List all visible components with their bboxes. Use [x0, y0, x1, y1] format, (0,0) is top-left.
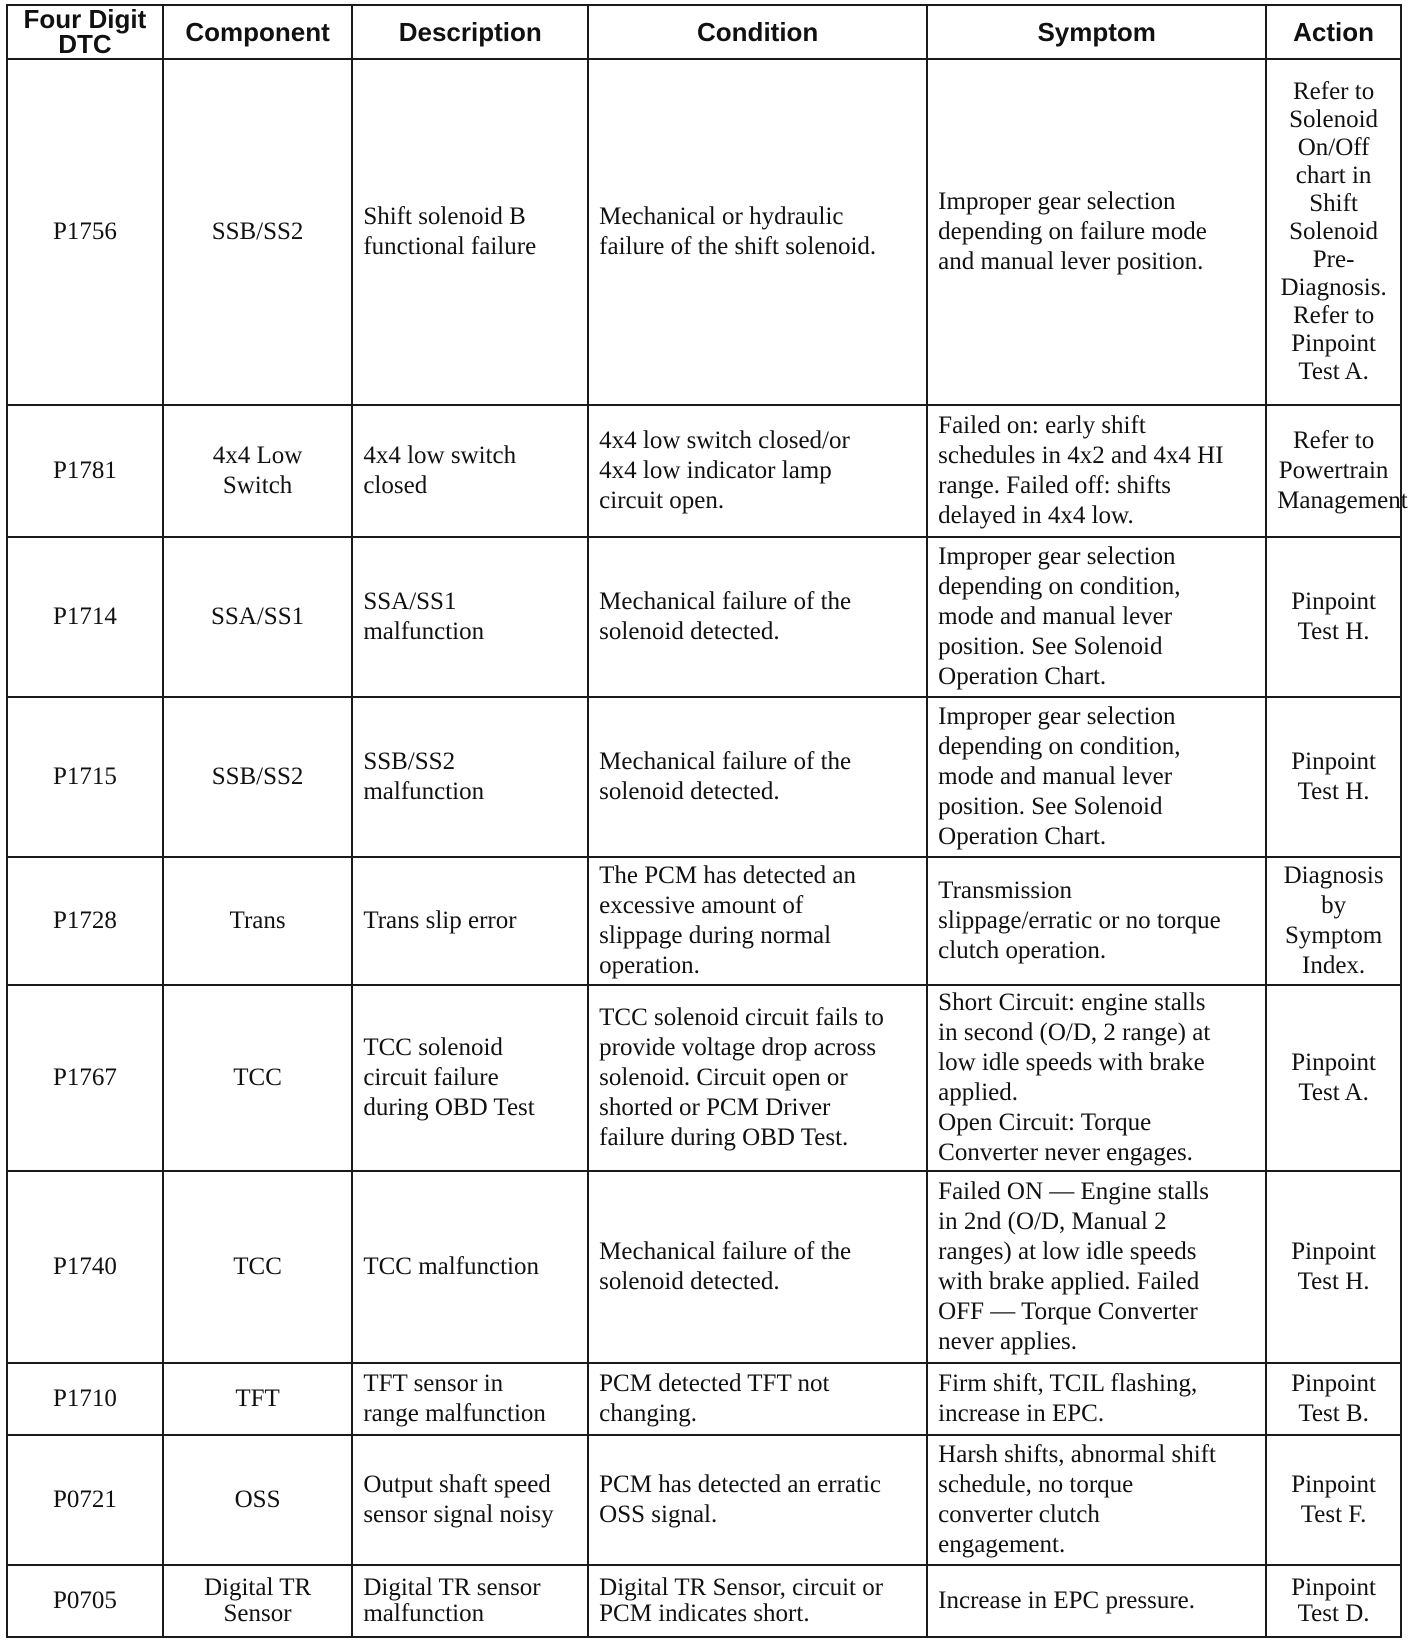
cell-action: Pinpoint Test H.	[1266, 537, 1401, 697]
cell-dtc: P1740	[7, 1171, 163, 1363]
cell-component: SSA/SS1	[163, 537, 353, 697]
table-row	[7, 1565, 1401, 1637]
cell-condition: Mechanical failure of the solenoid detected.	[588, 1171, 927, 1363]
header-condition: Condition	[588, 5, 927, 59]
cell-symptom: Harsh shifts, abnormal shift schedule, no torque converter clutch engagement.	[927, 1435, 1266, 1565]
cell-action: Pinpoint Test D.	[1266, 1565, 1401, 1637]
cell-description: Shift solenoid B functional failure	[352, 59, 588, 405]
cell-condition: PCM detected TFT not changing.	[588, 1363, 927, 1435]
cell-description: SSA/SS1 malfunction	[352, 537, 588, 697]
cell-symptom: Improper gear selection depending on condition, mode and manual lever position. See Solenoid Operation Chart.	[927, 537, 1266, 697]
cell-dtc: P1714	[7, 537, 163, 697]
cell-condition: Mechanical failure of the solenoid detected.	[588, 697, 927, 857]
cell-description: Digital TR sensor malfunction	[352, 1565, 588, 1637]
cell-condition: 4x4 low switch closed/or 4x4 low indicator lamp circuit open.	[588, 405, 927, 537]
header-row	[7, 5, 1401, 59]
cell-action: Diagnosis by Symptom Index.	[1266, 857, 1401, 985]
cell-description: TFT sensor in range malfunction	[352, 1363, 588, 1435]
cell-dtc: P1767	[7, 985, 163, 1171]
cell-dtc: P1781	[7, 405, 163, 537]
cell-symptom: Improper gear selection depending on failure mode and manual lever position.	[927, 59, 1266, 405]
table-row	[7, 1435, 1401, 1565]
table-row	[7, 857, 1401, 985]
cell-condition: Mechanical failure of the solenoid detected.	[588, 537, 927, 697]
cell-action: Refer to Powertrain Management	[1266, 405, 1401, 537]
header-dtc: Four Digit DTC	[7, 5, 163, 59]
cell-component: TFT	[163, 1363, 353, 1435]
header-description: Description	[352, 5, 588, 59]
cell-dtc: P1756	[7, 59, 163, 405]
table-row	[7, 537, 1401, 697]
cell-condition: The PCM has detected an excessive amount of slippage during normal operation.	[588, 857, 927, 985]
cell-component: TCC	[163, 985, 353, 1171]
cell-component: OSS	[163, 1435, 353, 1565]
table-row	[7, 1363, 1401, 1435]
cell-symptom: Short Circuit: engine stalls in second (O/D, 2 range) at low idle speeds with brake applied. Open Circuit: Torque Converter never engages.	[927, 985, 1266, 1171]
cell-description: 4x4 low switch closed	[352, 405, 588, 537]
cell-description: Trans slip error	[352, 857, 588, 985]
cell-symptom: Transmission slippage/erratic or no torque clutch operation.	[927, 857, 1266, 985]
dtc-table	[6, 4, 1408, 1638]
cell-action: Pinpoint Test H.	[1266, 697, 1401, 857]
cell-symptom: Increase in EPC pressure.	[927, 1565, 1266, 1637]
header-symptom: Symptom	[927, 5, 1266, 59]
cell-action: Pinpoint Test F.	[1266, 1435, 1401, 1565]
cell-action: Refer to Solenoid On/Off chart in Shift Solenoid Pre- Diagnosis. Refer to Pinpoint Test A.	[1266, 59, 1401, 405]
cell-component: SSB/SS2	[163, 697, 353, 857]
cell-symptom: Failed on: early shift schedules in 4x2 and 4x4 HI range. Failed off: shifts delayed in 4x4 low.	[927, 405, 1266, 537]
cell-description: TCC solenoid circuit failure during OBD Test	[352, 985, 588, 1171]
cell-component: TCC	[163, 1171, 353, 1363]
cell-condition: Digital TR Sensor, circuit or PCM indicates short.	[588, 1565, 927, 1637]
table-row	[7, 1171, 1401, 1363]
cell-action: Pinpoint Test B.	[1266, 1363, 1401, 1435]
cell-action: Pinpoint Test A.	[1266, 985, 1401, 1171]
document-page	[6, 4, 1408, 1638]
table-row	[7, 697, 1401, 857]
cell-description: TCC malfunction	[352, 1171, 588, 1363]
cell-dtc: P0705	[7, 1565, 163, 1637]
cell-symptom: Improper gear selection depending on condition, mode and manual lever position. See Solenoid Operation Chart.	[927, 697, 1266, 857]
cell-symptom: Failed ON — Engine stalls in 2nd (O/D, Manual 2 ranges) at low idle speeds with brake applied. Failed OFF — Torque Converter never applies.	[927, 1171, 1266, 1363]
cell-action: Pinpoint Test H.	[1266, 1171, 1401, 1363]
cell-condition: PCM has detected an erratic OSS signal.	[588, 1435, 927, 1565]
cell-dtc: P1710	[7, 1363, 163, 1435]
cell-description: Output shaft speed sensor signal noisy	[352, 1435, 588, 1565]
header-component: Component	[163, 5, 353, 59]
table-row	[7, 405, 1401, 537]
cell-condition: TCC solenoid circuit fails to provide voltage drop across solenoid. Circuit open or shorted or PCM Driver failure during OBD Test.	[588, 985, 927, 1171]
cell-symptom: Firm shift, TCIL flashing, increase in EPC.	[927, 1363, 1266, 1435]
table-row	[7, 59, 1401, 405]
cell-description: SSB/SS2 malfunction	[352, 697, 588, 857]
table-row	[7, 985, 1401, 1171]
cell-component: SSB/SS2	[163, 59, 353, 405]
cell-component: 4x4 Low Switch	[163, 405, 353, 537]
cell-component: Digital TR Sensor	[163, 1565, 353, 1637]
header-action: Action	[1266, 5, 1401, 59]
cell-dtc: P1728	[7, 857, 163, 985]
cell-dtc: P0721	[7, 1435, 163, 1565]
cell-dtc: P1715	[7, 697, 163, 857]
cell-condition: Mechanical or hydraulic failure of the shift solenoid.	[588, 59, 927, 405]
cell-component: Trans	[163, 857, 353, 985]
